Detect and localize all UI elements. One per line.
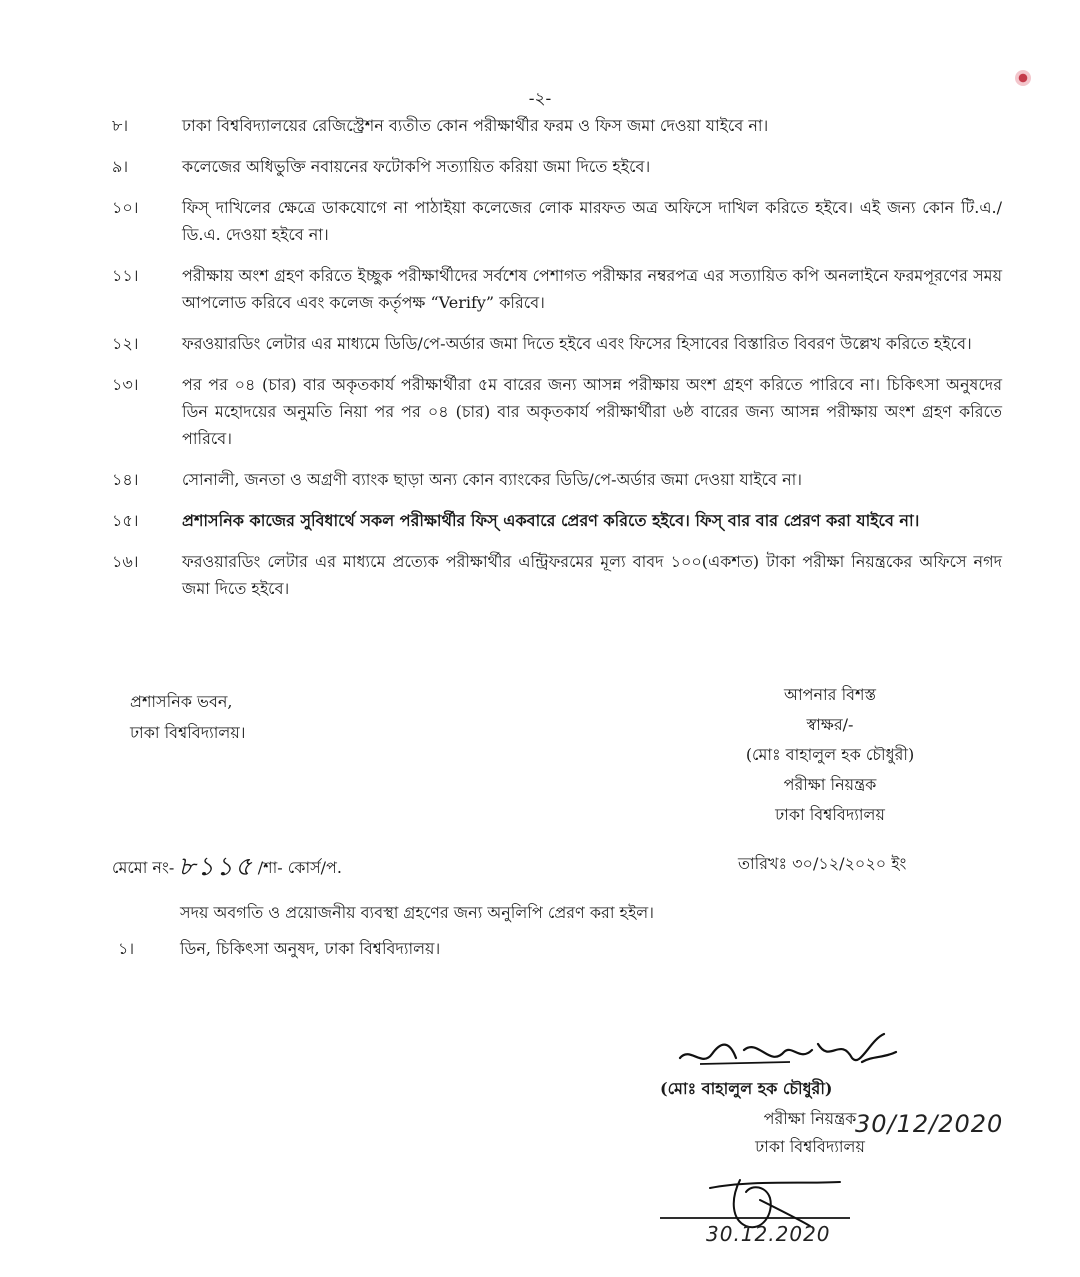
item-number: ১৪। — [112, 470, 139, 489]
memo-suffix: /শা- কোর্স/প. — [257, 857, 342, 877]
item-number: ১০। — [112, 198, 139, 217]
item-number: ১৩। — [112, 375, 139, 394]
closing-line-3: (মোঃ বাহালুল হক চৌধুরী) — [745, 745, 915, 764]
handwritten-date: 30/12/2020 — [855, 1110, 1004, 1138]
copy-item — [118, 936, 440, 963]
list-item — [112, 262, 1002, 316]
item-number: ১২। — [112, 334, 139, 353]
signatory-title: পরীক্ষা নিয়ন্ত্রক — [763, 1109, 857, 1128]
item-text: ফরওয়ারডিং লেটার এর মাধ্যমে প্রত্যেক পরীক্ষার্থীর এন্ট্রিফরমের মূল্য বাবদ ১০০(একশত) টাকা পরীক্ষা নিয়ন্ত্রকের অফিসে নগদ জমা দিতে হইবে। — [182, 552, 1002, 598]
closing-line-5: ঢাকা বিশ্ববিদ্যালয় — [775, 805, 885, 824]
office-line-2: ঢাকা বিশ্ববিদ্যালয়। — [130, 723, 246, 742]
list-item — [112, 466, 1002, 493]
item-text: ফরওয়ারডিং লেটার এর মাধ্যমে ডিডি/পে-অর্ডার জমা দিতে হইবে এবং ফিসের হিসাবের বিস্তারিত বিবরণ উল্লেখ করিতে হইবে। — [182, 334, 972, 353]
memo-handwritten-number: ৮১১৫ — [178, 852, 254, 882]
copy-item-number: ১। — [118, 939, 135, 958]
list-item — [112, 371, 1002, 452]
item-text: পর পর ০৪ (চার) বার অকৃতকার্য পরীক্ষার্থীরা ৫ম বারের জন্য আসন্ন পরীক্ষায় অংশ গ্রহণ করিতে পারিবে না। চিকিৎসা অনুষদের ডিন মহোদয়ের অনুমতি নিয়া পর পর ০৪ (চার) বার অকৃতকার্য পরীক্ষার্থীরা ৬ষ্ঠ বারের জন্য আসন্ন পরীক্ষায় অংশ গ্রহণ করিতে পারিবে। — [182, 375, 1002, 448]
page-number: -২- — [528, 89, 552, 109]
item-text: ফিস্ দাখিলের ক্ষেত্রে ডাকযোগে না পাঠাইয়া কলেজের লোক মারফত অত্র অফিসে দাখিল করিতে হইবে। এই জন্য কোন টি.এ./ডি.এ. দেওয়া হইবে না। — [182, 198, 1002, 244]
closing-block — [700, 680, 960, 830]
list-item — [112, 330, 1002, 357]
office-line-1: প্রশাসনিক ভবন, — [130, 692, 233, 711]
closing-line-2: স্বাক্ষর/- — [806, 715, 854, 734]
item-text: সোনালী, জনতা ও অগ্রণী ব্যাংক ছাড়া অন্য কোন ব্যাংকের ডিডি/পে-অর্ডার জমা দেওয়া যাইবে না। — [182, 470, 802, 489]
item-text: পরীক্ষায় অংশ গ্রহণ করিতে ইচ্ছুক পরীক্ষার্থীদের সর্বশেষ পেশাগত পরীক্ষার নম্বরপত্র এর সত্যায়িত কপি অনলাইনে ফরমপূরণের সময় আপলোড করিবে এবং কলেজ কর্তৃপক্ষ “Verify” করিবে। — [182, 266, 1002, 312]
memo-number — [112, 846, 342, 890]
list-item — [112, 194, 1002, 248]
item-number: ১১। — [112, 266, 139, 285]
memo-prefix: মেমো নং- — [112, 857, 175, 877]
item-text: ঢাকা বিশ্ববিদ্যালয়ের রেজিস্ট্রেশন ব্যতীত কোন পরীক্ষার্থীর ফরম ও ফিস জমা দেওয়া যাইবে না। — [182, 116, 769, 135]
item-text: কলেজের অধিভুক্তি নবায়নের ফটোকপি সত্যায়িত করিয়া জমা দিতে হইবে। — [182, 157, 651, 176]
copy-item-text: ডিন, চিকিৎসা অনুষদ, ঢাকা বিশ্ববিদ্যালয়। — [180, 939, 441, 958]
signatory-name: (মোঃ বাহালুল হক চৌধুরী) — [660, 1079, 833, 1098]
item-number: ১৬। — [112, 552, 139, 571]
copy-note: সদয় অবগতি ও প্রয়োজনীয় ব্যবস্থা গ্রহণের জন্য অনুলিপি প্রেরণ করা হইল। — [180, 903, 654, 922]
list-item — [112, 548, 1002, 602]
item-number: ৯। — [112, 157, 129, 176]
initials-date: 30.12.2020 — [706, 1222, 831, 1246]
item-text: প্রশাসনিক কাজের সুবিধার্থে সকল পরীক্ষার্থীর ফিস্ একবারে প্রেরণ করিতে হইবে। ফিস্ বার বার প্রেরণ করা যাইবে না। — [182, 511, 920, 530]
list-item — [112, 153, 1002, 180]
closing-line-4: পরীক্ষা নিয়ন্ত্রক — [783, 775, 877, 794]
memo-date: তারিখঃ ৩০/১২/২০২০ ইং — [738, 854, 907, 873]
item-number: ৮। — [112, 116, 129, 135]
office-address — [130, 686, 245, 748]
list-item — [112, 112, 1002, 139]
red-dot-icon — [1015, 70, 1031, 86]
signatory-org: ঢাকা বিশ্ববিদ্যালয় — [755, 1137, 865, 1156]
closing-line-1: আপনার বিশস্ত — [783, 685, 877, 704]
list-item — [112, 507, 1002, 534]
numbered-items-list — [112, 112, 1002, 616]
item-number: ১৫। — [112, 511, 139, 530]
